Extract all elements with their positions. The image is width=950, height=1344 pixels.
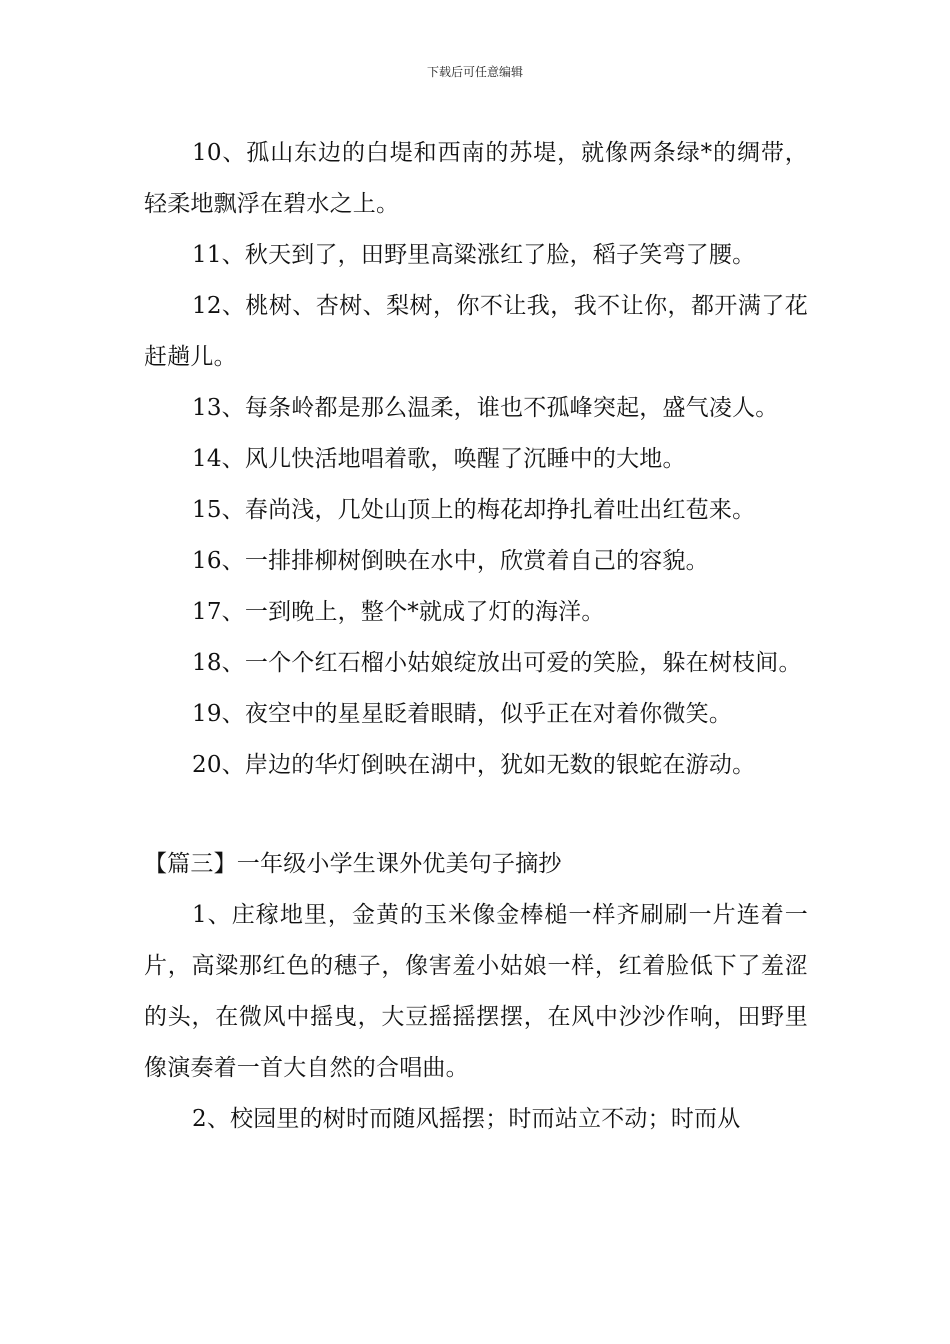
paragraph-18: 18、一个个红石榴小姑娘绽放出可爱的笑脸，躲在树枝间。 bbox=[192, 650, 802, 676]
paragraph-15: 15、春尚浅，几处山顶上的梅花却挣扎着吐出红苞来。 bbox=[192, 497, 756, 523]
paragraph-20: 20、岸边的华灯倒映在湖中，犹如无数的银蛇在游动。 bbox=[192, 752, 756, 778]
paragraph-12: 12、桃树、杏树、梨树，你不让我，我不让你，都开满了花赶趟儿。 bbox=[144, 293, 808, 370]
paragraph-10: 10、孤山东边的白堤和西南的苏堤，就像两条绿*的绸带，轻柔地飘浮在碧水之上。 bbox=[144, 140, 808, 217]
paragraph-13: 13、每条岭都是那么温柔，谁也不孤峰突起，盛气凌人。 bbox=[192, 395, 779, 421]
document-body bbox=[144, 128, 808, 1145]
page-header: 下载后可任意编辑 bbox=[426, 65, 523, 79]
section-gap bbox=[144, 791, 808, 839]
paragraph-16: 16、一排排柳树倒映在水中，欣赏着自己的容貌。 bbox=[192, 548, 709, 574]
paragraph-19: 19、夜空中的星星眨着眼睛，似乎正在对着你微笑。 bbox=[192, 701, 733, 727]
paragraph-11: 11、秋天到了，田野里高粱涨红了脸，稻子笑弯了腰。 bbox=[192, 242, 756, 268]
paragraph-17: 17、一到晚上，整个*就成了灯的海洋。 bbox=[192, 599, 605, 625]
section-three-paragraph-1: 1、庄稼地里，金黄的玉米像金棒槌一样齐刷刷一片连着一片，高粱那红色的穗子，像害羞小姑娘一样，红着脸低下了羞涩的头，在微风中摇曳，大豆摇摇摆摆，在风中沙沙作响，田野里像演奏着一首大自然的合唱曲。 bbox=[144, 902, 808, 1081]
paragraph-14: 14、风儿快活地唱着歌，唤醒了沉睡中的大地。 bbox=[192, 446, 686, 472]
section-three-paragraph-2: 2、校园里的树时而随风摇摆；时而站立不动；时而从 bbox=[192, 1106, 741, 1132]
section-three-title: 【篇三】一年级小学生课外优美句子摘抄 bbox=[144, 851, 562, 877]
